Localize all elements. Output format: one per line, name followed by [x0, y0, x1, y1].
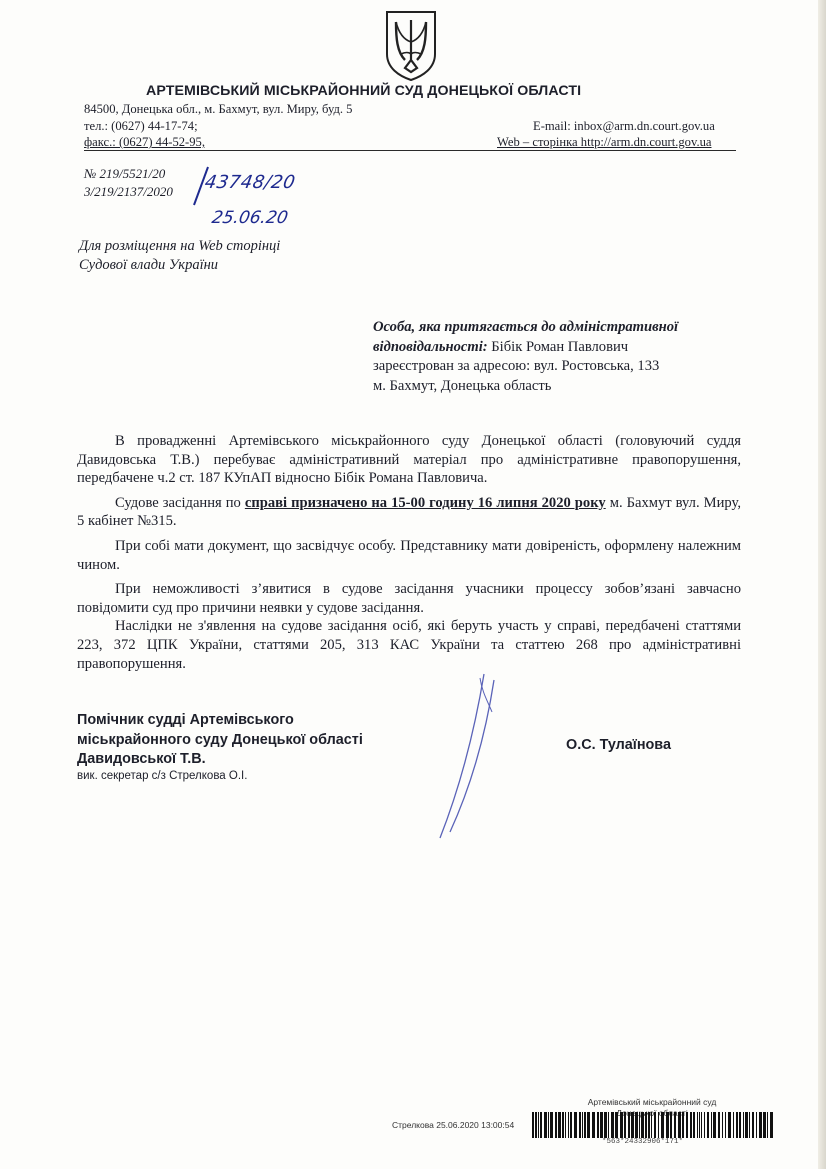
barcode-bar: [535, 1112, 537, 1138]
publication-note: [79, 237, 280, 275]
barcode-bar: [582, 1112, 583, 1138]
barcode-bar: [639, 1112, 640, 1138]
barcode-bar: [555, 1112, 557, 1138]
court-phone: тел.: (0627) 44-17-74;: [84, 119, 198, 133]
barcode-bar: [743, 1112, 744, 1138]
barcode-bar: [620, 1112, 623, 1138]
hearing-text-end: м. Бахмут вул. Миру, 5 кабінет №315.: [77, 494, 741, 530]
barcode-bar: [641, 1112, 644, 1138]
hearing-text-start: Судове засідання по: [115, 494, 245, 511]
barcode-number: *563*24332906*171*: [602, 1138, 684, 1146]
barcode-bar: [615, 1112, 618, 1138]
barcode-bar: [763, 1112, 766, 1138]
paragraph-hearing: [77, 494, 741, 531]
barcode-bar: [693, 1112, 695, 1138]
barcode-bar: [699, 1112, 700, 1138]
barcode-bar: [736, 1112, 738, 1138]
scan-edge: [818, 0, 826, 1169]
barcode-bar: [690, 1112, 692, 1138]
hearing-date-time: справі призначено на 15-00 годину 16 липня 2020 року: [244, 494, 606, 511]
barcode-bar: [570, 1112, 572, 1138]
barcode-bar: [697, 1112, 698, 1138]
barcode-bar: [666, 1112, 669, 1138]
handwritten-incoming-number: 43748/20: [203, 172, 298, 193]
barcode-bar: [540, 1112, 542, 1138]
court-address: 84500, Донецька обл., м. Бахмут, вул. Миру, буд. 5: [84, 102, 353, 116]
paragraph-absence: При неможливості з’явитися в судове засідання учасники процессу зобов’язані завчасно повідомити суд про причини неявки у судове засідання.: [77, 581, 741, 616]
barcode-bar: [713, 1112, 716, 1138]
publication-line-1: Для розміщення на Web сторінці: [79, 238, 281, 254]
barcode-bar: [651, 1112, 652, 1138]
barcode-bar: [597, 1112, 599, 1138]
publication-line-2: Судової влади України: [79, 257, 219, 273]
header-divider: [84, 150, 736, 151]
registry-stamp-user-time: Стрелкова 25.06.2020 13:00:54: [392, 1120, 515, 1130]
stamp-court-line-2: області: [658, 1108, 688, 1118]
barcode-bar: [654, 1112, 656, 1138]
addressee-registered: зареєстрован за адресою: вул. Ростовська, 133: [373, 358, 660, 374]
barcode-bar: [579, 1112, 581, 1138]
barcode-bar: [728, 1112, 731, 1138]
addressee-block: [373, 318, 733, 396]
barcode-bar: [661, 1112, 664, 1138]
barcode-bar: [584, 1112, 586, 1138]
barcode-bar: [722, 1112, 723, 1138]
barcode-bar: [756, 1112, 757, 1138]
barcode-bar: [592, 1112, 595, 1138]
paragraph-proceeding: В провадженні Артемівського міськрайонного суду Донецької області (головуючий суддя Давидовська Т.В.) перебуває адміністративний матеріал про адміністративне правопорушення, передбачене ч.2 ст. 187 КУпАП відносно Бібік Романа Павловича.: [77, 433, 741, 487]
barcode-bar: [548, 1112, 549, 1138]
barcode-bar: [574, 1112, 577, 1138]
signer-position-line-1: Помічник судді Артемівського: [77, 712, 294, 728]
trident-coat-of-arms-icon: [383, 8, 439, 82]
barcode-bar: [544, 1112, 547, 1138]
barcode-bar: [565, 1112, 566, 1138]
barcode-bar: [538, 1112, 539, 1138]
barcode-bar: [678, 1112, 681, 1138]
paragraph-consequences: Наслідки не з'явлення на судове засідання осіб, які беруть участь у справі, передбачені статтями 223, 372 ЦПК України, статтями 205, 313 КАС України та статтею 268 про адміністративні правопорушення.: [77, 618, 741, 672]
court-email[interactable]: E-mail: inbox@arm.dn.court.gov.ua: [533, 119, 715, 133]
barcode-bar: [645, 1112, 647, 1138]
proceeding-number: 3/219/2137/2020: [84, 184, 173, 199]
case-number: № 219/5521/20: [84, 166, 166, 181]
barcode-bar: [600, 1112, 603, 1138]
barcode-bar: [707, 1112, 709, 1138]
barcode-bar: [587, 1112, 590, 1138]
barcode-bar: [532, 1112, 534, 1138]
barcode-bar: [682, 1112, 684, 1138]
barcode-bar: [550, 1112, 553, 1138]
barcode-bar: [624, 1112, 626, 1138]
barcode-bar: [752, 1112, 754, 1138]
barcode-bar: [562, 1112, 564, 1138]
barcode-bar: [608, 1112, 609, 1138]
barcode-bar: [686, 1112, 688, 1138]
barcode-bar: [711, 1112, 712, 1138]
barcode-bar: [558, 1112, 561, 1138]
handwritten-signature: [432, 672, 502, 842]
handwritten-date: 25.06.20: [210, 208, 290, 228]
barcode-bar: [631, 1112, 634, 1138]
addressee-city: м. Бахмут, Донецька область: [373, 377, 552, 394]
stamp-court-line-1: Артемівський міськрайонний суд: [587, 1097, 717, 1107]
barcode-bar: [568, 1112, 569, 1138]
barcode-bar: [749, 1112, 750, 1138]
court-fax: факс.: (0627) 44-52-95,: [84, 135, 205, 149]
barcode-bar: [648, 1112, 650, 1138]
court-title: АРТЕМІВСЬКИЙ МІСЬКРАЙОННИЙ СУД ДОНЕЦЬКОЇ ОБЛАСТІ: [146, 83, 582, 99]
barcode-bar: [770, 1112, 773, 1138]
signer-position-line-3: Давидовської Т.В.: [77, 751, 206, 767]
signer-name: О.С. Тулаїнова: [566, 737, 671, 753]
paragraph-documents: При собі мати документ, що засвідчує особу. Представнику мати довіреність, оформлену належним чином.: [77, 537, 741, 573]
barcode-bar: [718, 1112, 720, 1138]
barcode-bar: [745, 1112, 748, 1138]
barcode-bar: [759, 1112, 762, 1138]
barcode-bar: [674, 1112, 676, 1138]
registry-barcode: [532, 1112, 775, 1138]
barcode-bar: [739, 1112, 741, 1138]
barcode-bar: [704, 1112, 705, 1138]
barcode-bar: [658, 1112, 659, 1138]
barcode-bar: [635, 1112, 638, 1138]
signature-block: [77, 711, 363, 770]
barcode-bar: [670, 1112, 672, 1138]
barcode-bar: [701, 1112, 702, 1138]
addressee-label: Особа, яка притягається до адміністративної відповідальності:: [373, 319, 679, 355]
barcode-bar: [604, 1112, 607, 1138]
barcode-bar: [611, 1112, 614, 1138]
barcode-bar: [767, 1112, 768, 1138]
barcode-bar: [733, 1112, 734, 1138]
signer-position-line-2: міськрайонного суду Донецької області: [77, 731, 363, 748]
barcode-bar: [628, 1112, 630, 1138]
barcode-bar: [725, 1112, 726, 1138]
case-references: [84, 165, 173, 201]
addressee-name: Бібік Роман Павлович: [487, 338, 629, 355]
notice-body: [77, 432, 741, 673]
court-website[interactable]: Web – сторінка http://arm.dn.court.gov.ua: [497, 135, 712, 149]
executor-note: вик. секретар с/з Стрелкова О.І.: [77, 770, 248, 782]
